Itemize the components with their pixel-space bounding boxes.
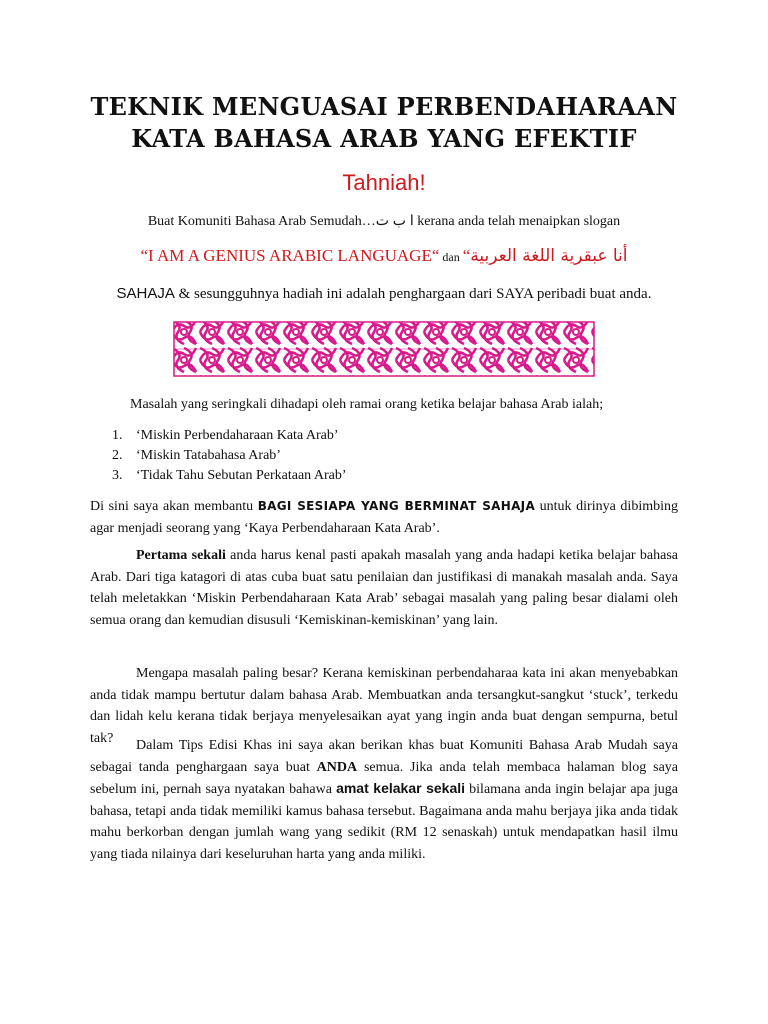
intro-arabic: ا ب ت xyxy=(375,212,414,228)
masalah-intro: Masalah yang seringkali dihadapi oleh ramai orang ketika belajar bahasa Arab ialah; xyxy=(130,397,604,412)
list-item: 2. ‘Miskin Tatabahasa Arab’ xyxy=(112,448,281,463)
title-line-1: TEKNIK MENGUASAI PERBENDAHARAAN xyxy=(90,92,678,121)
disini-paragraph: Di sini saya akan membantu BAGI SESIAPA YANG BERMINAT SAHAJA untuk dirinya dibimbing agar menjadi seorang yang ‘Kaya Perbendaharaan Kata Arab’. xyxy=(90,499,678,536)
intro-line xyxy=(0,212,768,230)
slogan-open-quote: “ xyxy=(140,246,149,265)
list-item: 3. ‘Tidak Tahu Sebutan Perkataan Arab’ xyxy=(112,468,347,483)
sahaja-rest: & sesungguhnya hadiah ini adalah penghargaan dari SAYA peribadi buat anda. xyxy=(174,286,652,302)
slogan-open-quote-2: “ xyxy=(462,246,471,265)
mengapa-paragraph: Mengapa masalah paling besar? Kerana kemiskinan perbendaharaa kata ini akan menyebabkan anda tidak mampu bertutur dalam bahasa Arab. Membuatkan anda tersangkut-sangkut ‘stuck’, terkedu dan lidah kelu kerana tidak berjaya menyelesaikan ayat yang ingin anda buat dengan sempurna, betul tak? xyxy=(90,666,678,746)
list-item: 1. ‘Miskin Perbendaharaan Kata Arab’ xyxy=(112,428,339,443)
tahniah-heading: Tahniah! xyxy=(342,170,426,195)
title-line-2: KATA BAHASA ARAB YANG EFEKTIF xyxy=(131,124,637,153)
sahaja-word: SAHAJA xyxy=(116,285,175,302)
intro-post: kerana anda telah menaipkan slogan xyxy=(413,214,621,229)
slogan-line xyxy=(0,246,768,266)
pertama-bold: Pertama sekali xyxy=(136,548,226,563)
amat-kelakar-bold: amat kelakar sekali xyxy=(336,780,466,796)
dalam-paragraph: Dalam Tips Edisi Khas ini saya akan berikan khas buat Komuniti Bahasa Arab Mudah saya sebagai tanda penghargaan saya buat ANDA semua. Jika anda telah membaca halaman blog saya sebelum ini, pernah saya nyatakan bahawa amat kelakar sekali bilamana anda ingin belajar apa juga bahasa, tetapi anda tidak memiliki kamus bahasa tersebut. Bagaimana anda mahu berjaya jika anda tidak mahu berkorban dengan jumlah wang yang sedikit (RM 12 senaskah) untuk mendapatkan hasil ilmu yang tiada nilainya dari keseluruhan harta yang anda miliki. xyxy=(90,738,679,862)
disini-bold: BAGI SESIAPA YANG BERMINAT SAHAJA xyxy=(257,499,536,513)
intro-pre: Buat Komuniti Bahasa Arab Semudah… xyxy=(147,214,376,229)
slogan-dan: dan xyxy=(439,250,463,264)
slogan-close-quote: “ xyxy=(431,246,440,265)
sahaja-line xyxy=(0,285,768,303)
pertama-paragraph: Pertama sekali anda harus kenal pasti apakah masalah yang anda hadapi ketika belajar bahasa Arab. Dari tiga katagori di atas cuba buat satu penilaian dan justifikasi di manakah masalah anda. Saya telah meletakkan ‘Miskin Perbendaharaan Kata Arab’ sebagai masalah yang paling besar dialami oleh semua orang dan kemudian disusuli ‘Kemiskinan-kemiskinan’ yang lain. xyxy=(90,548,678,628)
slogan-arabic: أنا عبقرية اللغة العربية xyxy=(470,246,628,266)
problem-list xyxy=(112,426,347,486)
pink-arabesque-border xyxy=(170,318,598,380)
slogan-english: I AM A GENIUS ARABIC LANGUAGE xyxy=(148,246,432,265)
anda-bold: ANDA xyxy=(316,759,358,775)
